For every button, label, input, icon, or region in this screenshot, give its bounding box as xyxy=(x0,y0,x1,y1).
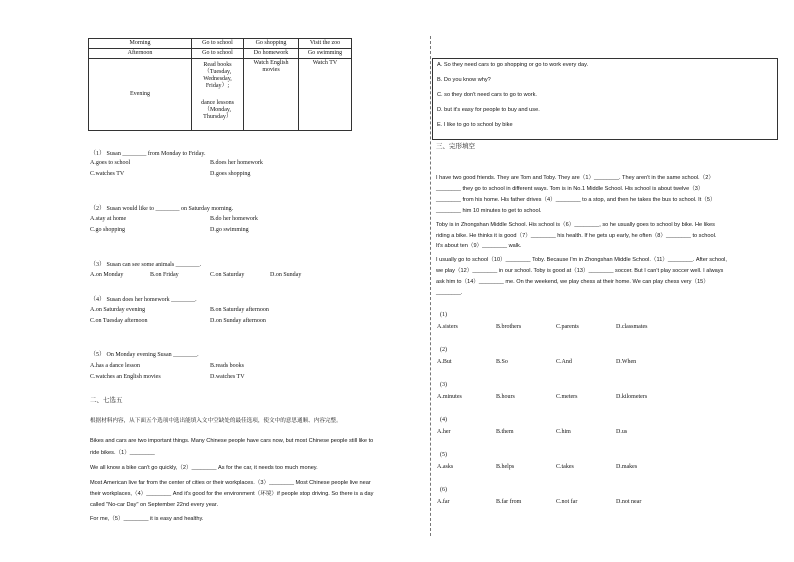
question-number: (6) xyxy=(440,487,447,493)
option: A.on Saturday evening xyxy=(90,307,146,313)
option: D.us xyxy=(616,429,628,435)
cell-text: dance lessons（Monday, Thursday） xyxy=(201,100,234,120)
table-cell: Visit the zoo xyxy=(299,39,352,49)
option: A.has a dance lesson xyxy=(90,363,140,369)
option: A.asks xyxy=(437,464,454,470)
option: D.kilometers xyxy=(616,394,648,400)
option: B.does her homework xyxy=(210,160,263,166)
passage-line: ________ they go to school in different ways. Tom is in No.1 Middle School. His school is about twelve（3） xyxy=(436,186,704,192)
passage-line: Bikes and cars are two important things. Many Chinese people have cars now, but most Chinese people still like to xyxy=(90,438,374,444)
question-number: (2) xyxy=(440,347,447,353)
option: B.them xyxy=(496,429,514,435)
passage-line: we play（12）________ in our school. Toby is good at（13）________ soccer. But I can't play soccer well. I always xyxy=(436,268,724,274)
option: A.her xyxy=(437,429,451,435)
option: C.go shopping xyxy=(90,227,126,233)
option: D.watches TV xyxy=(210,374,245,380)
row-label: Evening xyxy=(89,59,192,131)
option: D.on Sunday afternoon xyxy=(210,318,266,324)
option: B.do her homework xyxy=(210,216,258,222)
choice-option: C. so they don't need cars to go to work. xyxy=(437,92,537,98)
option: C.him xyxy=(556,429,571,435)
option: B.reads books xyxy=(210,363,244,369)
option: A.far xyxy=(437,499,450,505)
option: D.classmates xyxy=(616,324,648,330)
column-divider xyxy=(430,36,431,536)
question-stem: （3） Susan can see some animals ________. xyxy=(90,262,202,268)
row-label: Afternoon xyxy=(89,49,192,59)
option: C.watches an English movies xyxy=(90,374,161,380)
question-number: (1) xyxy=(440,312,447,318)
passage-line: ask him to（14）________ me. On the weekend, we play chess at their home. We can play chess very（15） xyxy=(436,279,709,285)
option: D.goes shopping xyxy=(210,171,251,177)
option: B.So xyxy=(496,359,508,365)
option: B.helps xyxy=(496,464,515,470)
option: C.watches TV xyxy=(90,171,125,177)
option: B.far from xyxy=(496,499,522,505)
option: C.on Tuesday afternoon xyxy=(90,318,148,324)
option: A.sisters xyxy=(437,324,458,330)
question-stem: （5） On Monday evening Susan ________. xyxy=(90,352,199,358)
passage-line: I have two good friends. They are Tom and Toby. They are（1）________. They aren't in the same school.（2） xyxy=(436,175,714,181)
option: D.on Sunday xyxy=(270,272,302,278)
passage-line: We all know a bike can't go quickly,（2）________ As for the car, it needs too much money. xyxy=(90,465,318,471)
question-number: (3) xyxy=(440,382,447,388)
question-stem: （2） Susan would like to ________ on Saturday morning. xyxy=(90,206,234,212)
option: A.goes to school xyxy=(90,160,131,166)
option: A.But xyxy=(437,359,452,365)
options-box xyxy=(432,58,778,140)
question-number: (4) xyxy=(440,417,447,423)
table-row xyxy=(89,49,352,59)
option: C.parents xyxy=(556,324,579,330)
passage-line: I usually go to school（10）________ Toby. Because I'm in Zhongshan Middle School.（11）________. After school, xyxy=(436,257,727,263)
table-cell: Go to school xyxy=(192,39,244,49)
instruction-text: 根据材料内容，从下面五个选项中选出能填入文中空缺处的最佳选项，使文中的意思通顺、内容完整。 xyxy=(90,418,342,424)
passage-line: riding a bike. He thinks it is good（7）________ his health. If he gets up early, he often（8）________ to school. xyxy=(436,233,717,239)
option: B.hours xyxy=(496,394,515,400)
option: D.When xyxy=(616,359,637,365)
passage-line: their workplaces,（4）________ And it's good for the environment（环境）if people stop driving. So there is a day xyxy=(90,491,374,497)
passage-line: called "No-car Day" on September 22nd every year. xyxy=(90,502,219,508)
option: D.not near xyxy=(616,499,642,505)
table-cell: Go swimming xyxy=(299,49,352,59)
passage-line: Toby is in Zhongshan Middle School. His school is（6）________, so he usually goes to school by bike. He likes xyxy=(436,222,715,228)
section-heading: 三、完形填空 xyxy=(436,143,475,150)
question-stem: （1） Susan ________ from Monday to Friday. xyxy=(90,151,206,157)
question-number: (5) xyxy=(440,452,447,458)
passage-line: For me,（5）________ it is easy and healthy. xyxy=(90,516,204,522)
option: C.takes xyxy=(556,464,574,470)
choice-option: A. So they need cars to go shopping or go to work every day. xyxy=(437,62,589,68)
passage-line: ________ him 10 minutes to get to school. xyxy=(436,208,542,214)
option: B.on Friday xyxy=(150,272,179,278)
question-stem: （4） Susan does her homework ________. xyxy=(90,297,197,303)
passage-line: ride bikes.（1）________ xyxy=(90,450,155,456)
option: B.brothers xyxy=(496,324,522,330)
passage-line: It's about ten（9）________ walk. xyxy=(436,243,522,249)
option: B.on Saturday afternoon xyxy=(210,307,269,313)
option: C.And xyxy=(556,359,572,365)
option: A.on Monday xyxy=(90,272,124,278)
choice-option: B. Do you know why? xyxy=(437,77,491,83)
option: A.stay at home xyxy=(90,216,127,222)
schedule-table xyxy=(88,38,352,131)
table-row xyxy=(89,59,352,131)
option: C.not far xyxy=(556,499,578,505)
choice-option: D. but it's easy for people to buy and use. xyxy=(437,107,540,113)
table-cell: Do homework xyxy=(244,49,299,59)
table-cell: Watch English movies xyxy=(244,59,299,131)
option: A.minutes xyxy=(437,394,462,400)
passage-line: ________. xyxy=(436,290,463,296)
table-cell: Watch TV xyxy=(299,59,352,131)
option: D.go swimming xyxy=(210,227,249,233)
table-cell: Go to school xyxy=(192,49,244,59)
choice-option: E. I like to go to school by bike xyxy=(437,122,513,128)
table-cell: Go shopping xyxy=(244,39,299,49)
passage-line: ________ from his home. His father drives（4）________ to a stop, and then he takes the bus to school. It（5） xyxy=(436,197,716,203)
option: C.on Saturday xyxy=(210,272,245,278)
passage-line: Most American live far from the center of cities or their workplaces.（3）________ Most Chinese people live near xyxy=(90,480,371,486)
table-cell xyxy=(192,59,244,131)
cell-text: Read books（Tuesday, Wednesday, Friday）; xyxy=(203,62,232,89)
row-label: Morning xyxy=(89,39,192,49)
option: D.makes xyxy=(616,464,638,470)
option: C.meters xyxy=(556,394,578,400)
section-heading: 二、七选五 xyxy=(90,397,123,404)
table-row xyxy=(89,39,352,49)
